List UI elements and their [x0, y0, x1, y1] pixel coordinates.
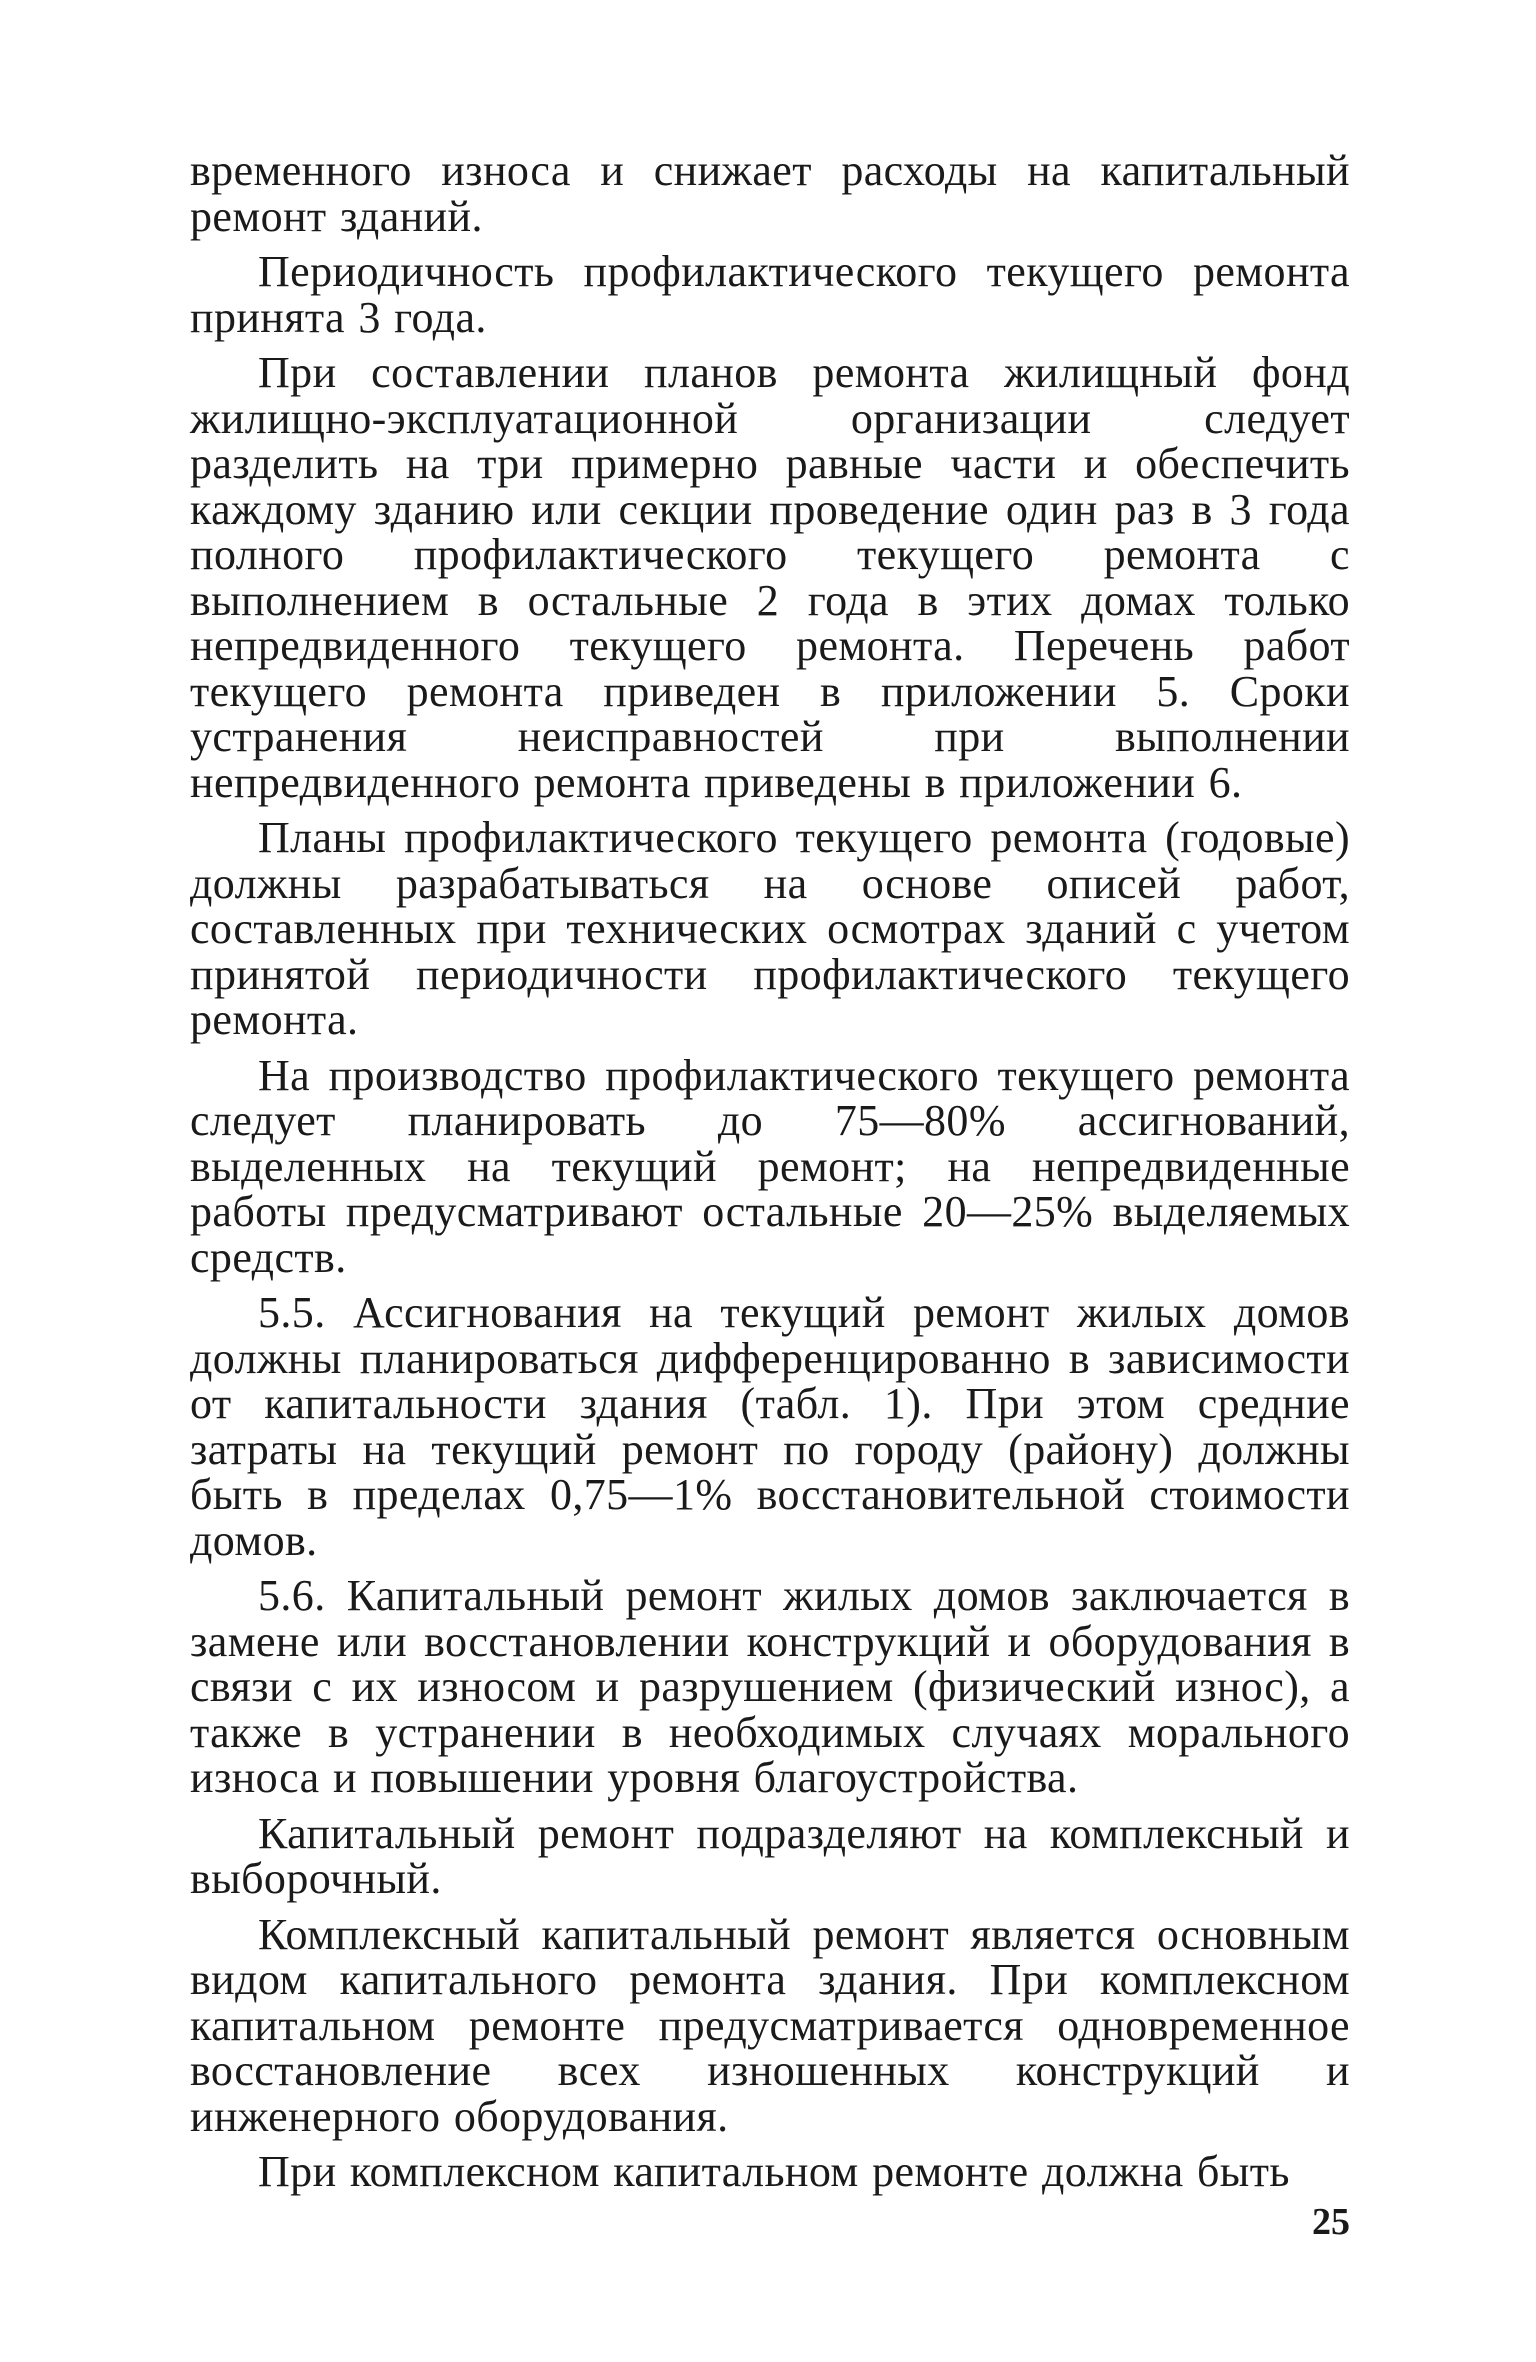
paragraph-repair-plans: При составлении планов ремонта жилищный фонд жилищно-эксплуатационной организации следует разделить на три примерно равные части и обеспечить каждому зданию или секции проведение один раз в 3 года полного профилактического текущего ремонта с выполнением в остальные 2 года в этих домах только непредвиденного текущего ремонта. Перечень работ текущего ремонта приведен в приложении 5. Сроки устранения неисправностей при выполнении непредвиденного ремонта приведены в приложении 6. [190, 348, 1350, 807]
paragraph-annual-plans: Планы профилактического текущего ремонта (годовые) должны разрабатываться на основе описей работ, составленных при технических осмотрах зданий с учетом принятой периодичности профилактического текущего ремонта. [190, 813, 1350, 1044]
paragraph-repair-types: Капитальный ремонт подразделяют на комплексный и выборочный. [190, 1808, 1350, 1903]
paragraph-funding-share: На производство профилактического текущего ремонта следует планировать до 75—80% ассигнований, выделенных на текущий ремонт; на непредвиденные работы предусматривают остальные 20—25% выделяемых средств. [190, 1050, 1350, 1282]
page-body [190, 148, 1350, 2205]
paragraph-periodicity: Периодичность профилактического текущего ремонта принята 3 года. [190, 247, 1350, 342]
page-number: 25 [1312, 2201, 1350, 2243]
paragraph-continuation: временного износа и снижает расходы на капитальный ремонт зданий. [190, 146, 1350, 241]
paragraph-complex-repair: Комплексный капитальный ремонт является основным видом капитального ремонта здания. При комплексном капитальном ремонте предусматривается одновременное восстановление всех изношенных конструкций и инженерного оборудования. [190, 1909, 1350, 2141]
paragraph-complex-repair-cont: При комплексном капитальном ремонте должна быть [258, 2147, 1290, 2196]
paragraph-section-5-6: 5.6. Капитальный ремонт жилых домов заключается в замене или восстановлении конструкций и оборудования в связи с их износом и разрушением (физический износ), а также в устранении в необходимых случаях морального износа и повышении уровня благоустройства. [190, 1571, 1350, 1802]
paragraph-section-5-5: 5.5. Ассигнования на текущий ремонт жилых домов должны планироваться дифференцированно в зависимости от капитальности здания (табл. 1). При этом средние затраты на текущий ремонт по городу (району) должны быть в пределах 0,75—1% восстановительной стоимости домов. [190, 1288, 1350, 1565]
